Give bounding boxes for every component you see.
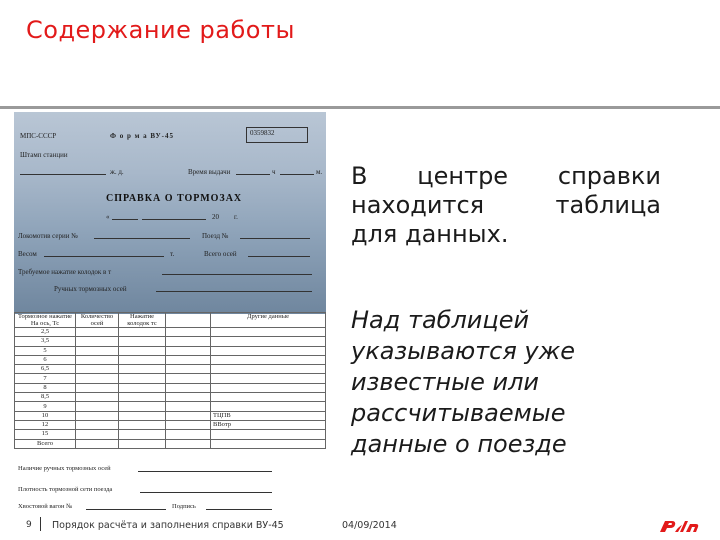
table-cell — [166, 393, 211, 402]
table-cell — [166, 402, 211, 411]
paragraph-line: известные или — [351, 368, 540, 396]
paragraph-word: центре — [417, 162, 509, 190]
doc-station-line — [20, 174, 106, 175]
table-cell — [166, 337, 211, 346]
table-row — [15, 328, 326, 337]
table-cell: 6 — [15, 355, 76, 364]
table-cell — [76, 365, 119, 374]
doc-manual-brakes: Ручных тормозных осей — [54, 285, 127, 293]
table-cell: 7 — [15, 374, 76, 383]
table-cell — [166, 430, 211, 439]
table-cell — [211, 374, 326, 383]
paragraph-line: указываются уже — [351, 337, 576, 365]
table-row — [15, 402, 326, 411]
table-header-cell — [166, 313, 211, 328]
paragraph-line: Над таблицей — [351, 306, 530, 334]
table-cell — [119, 411, 166, 420]
table-cell — [211, 346, 326, 355]
table-cell: 8,5 — [15, 393, 76, 402]
doc-minutes-line — [280, 174, 314, 175]
doc-manual-line — [156, 291, 312, 292]
slide-footer — [0, 512, 720, 540]
doc-pressing-line — [162, 274, 312, 275]
table-cell: 8 — [15, 383, 76, 392]
table-cell: 10 — [15, 411, 76, 420]
table-cell — [119, 420, 166, 429]
doc-locomotive-line — [94, 238, 190, 239]
table-cell: 15 — [15, 430, 76, 439]
table-cell — [119, 374, 166, 383]
table-header-cell: Тормозное нажатие На ось, Тс — [15, 313, 76, 328]
table-cell: 2,5 — [15, 328, 76, 337]
doc-number: 0359832 — [250, 129, 275, 137]
paragraph-line — [351, 191, 661, 220]
table-cell — [211, 337, 326, 346]
table-cell — [76, 374, 119, 383]
table-cell — [211, 430, 326, 439]
doc-hours-line — [236, 174, 270, 175]
table-cell — [166, 411, 211, 420]
table-cell — [119, 337, 166, 346]
table-cell — [76, 383, 119, 392]
doc-date-open: « — [106, 213, 110, 221]
table-cell: 5 — [15, 346, 76, 355]
table-cell: 9 — [15, 402, 76, 411]
rzd-logo-icon — [656, 516, 700, 536]
table-row — [15, 411, 326, 420]
table-header-row — [15, 313, 326, 328]
table-cell — [166, 346, 211, 355]
doc-axles: Всего осей — [204, 250, 237, 258]
table-header-cell: Количество осей — [76, 313, 119, 328]
doc-signature: Подпись — [172, 503, 196, 510]
paragraph-word: справки — [557, 162, 661, 190]
doc-tail-line — [86, 509, 166, 510]
doc-weight-line — [44, 256, 164, 257]
table-cell — [76, 328, 119, 337]
paragraph-word: В — [351, 162, 368, 190]
doc-required-pressing: Требуемое нажатие колодок в т — [18, 268, 112, 276]
doc-minutes: м. — [316, 168, 323, 176]
table-cell — [76, 337, 119, 346]
form-document-image — [14, 112, 326, 512]
table-cell — [119, 328, 166, 337]
table-cell — [211, 328, 326, 337]
paragraph-word: находится — [351, 191, 485, 219]
table-row — [15, 393, 326, 402]
table-header-cell: Другие данные — [211, 313, 326, 328]
doc-issue-time: Время выдачи — [188, 168, 231, 176]
doc-signature-line — [206, 509, 272, 510]
doc-month-line — [142, 219, 206, 220]
table-cell — [119, 402, 166, 411]
footer-title: Порядок расчёта и заполнения справки ВУ-45 — [52, 520, 284, 531]
table-row — [15, 374, 326, 383]
table-cell: ВВотр — [211, 420, 326, 429]
doc-train-line — [240, 238, 310, 239]
table-row — [15, 346, 326, 355]
footer-date: 04/09/2014 — [342, 520, 397, 531]
table-row — [15, 337, 326, 346]
table-cell — [166, 439, 211, 448]
doc-form-label: Ф о р м а ВУ-45 — [110, 132, 174, 140]
doc-axles-line — [248, 256, 310, 257]
paragraph-above-table — [351, 305, 661, 460]
table-cell — [166, 355, 211, 364]
table-cell — [166, 420, 211, 429]
table-row — [15, 383, 326, 392]
table-cell — [166, 365, 211, 374]
header-divider — [0, 106, 720, 109]
table-cell — [166, 328, 211, 337]
paragraph-word: для данных. — [351, 220, 509, 248]
table-cell — [119, 383, 166, 392]
doc-date-year: г. — [234, 213, 238, 221]
table-row — [15, 430, 326, 439]
slide-title: Содержание работы — [26, 16, 295, 44]
table-cell — [211, 393, 326, 402]
table-cell — [76, 393, 119, 402]
paragraph-center-table — [351, 162, 661, 249]
table-cell — [211, 383, 326, 392]
table-cell: ТЦПВ — [211, 411, 326, 420]
table-cell — [211, 402, 326, 411]
table-cell: 12 — [15, 420, 76, 429]
doc-locomotive: Локомотив серии № — [18, 232, 78, 240]
doc-density: Плотность тормозной сети поезда — [18, 486, 113, 493]
table-cell — [119, 430, 166, 439]
table-cell — [76, 420, 119, 429]
doc-title: СПРАВКА О ТОРМОЗАХ — [106, 193, 243, 204]
doc-date-century: 20 — [212, 213, 219, 221]
table-cell: Всего — [15, 439, 76, 448]
doc-density-line — [140, 492, 272, 493]
doc-org: МПС-СССР — [20, 132, 57, 140]
doc-weight: Весом — [18, 250, 37, 258]
table-row — [15, 420, 326, 429]
table-cell — [76, 355, 119, 364]
doc-manual-present: Наличие ручных тормозных осей — [18, 465, 111, 472]
table-row — [15, 365, 326, 374]
doc-station-suffix: ж. д. — [110, 168, 124, 176]
page-number: 9 — [26, 520, 32, 530]
footer-separator — [40, 517, 41, 531]
doc-hours: ч — [272, 168, 276, 176]
paragraph-line: данные о поезде — [351, 430, 567, 458]
doc-day-line — [112, 219, 138, 220]
table-cell — [76, 411, 119, 420]
paragraph-line: рассчитываемые — [351, 399, 566, 427]
table-header-cell: Нажатие колодок тс — [119, 313, 166, 328]
table-cell — [166, 383, 211, 392]
doc-tonnes: т. — [170, 250, 175, 258]
doc-train: Поезд № — [202, 232, 229, 240]
table-cell — [119, 346, 166, 355]
doc-tail-car: Хвостовой вагон № — [18, 503, 73, 510]
table-cell — [119, 439, 166, 448]
brake-data-table — [14, 312, 326, 449]
table-cell — [76, 430, 119, 439]
paragraph-word: таблица — [555, 191, 661, 219]
table-cell: 3,5 — [15, 337, 76, 346]
table-cell — [119, 393, 166, 402]
doc-manual-present-line — [138, 471, 272, 472]
table-row — [15, 355, 326, 364]
table-cell — [76, 439, 119, 448]
table-cell — [166, 374, 211, 383]
table-cell — [119, 355, 166, 364]
table-cell — [211, 439, 326, 448]
doc-stamp: Штамп станции — [20, 151, 68, 159]
paragraph-line — [351, 220, 661, 249]
table-cell — [76, 402, 119, 411]
table-cell: 6,5 — [15, 365, 76, 374]
table-cell — [76, 346, 119, 355]
paragraph-line — [351, 162, 661, 191]
table-cell — [211, 365, 326, 374]
table-cell — [211, 355, 326, 364]
table-row — [15, 439, 326, 448]
table-cell — [119, 365, 166, 374]
